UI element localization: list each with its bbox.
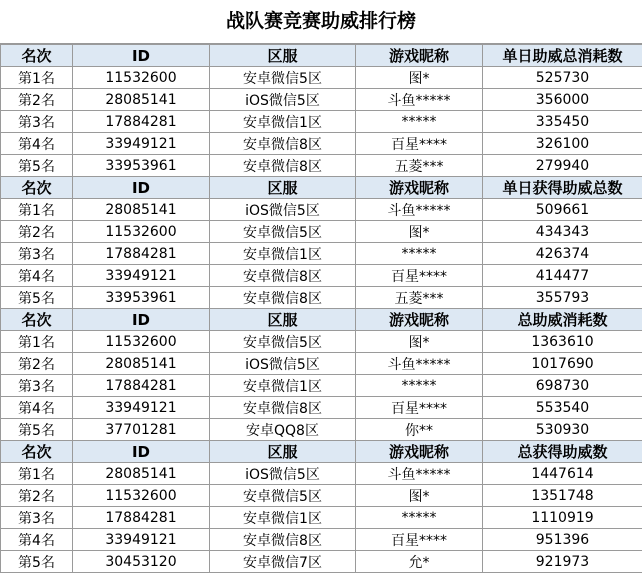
table-cell: 第4名 (1, 265, 73, 287)
table-cell: 第5名 (1, 155, 73, 177)
table-cell: 第2名 (1, 353, 73, 375)
table-cell: 五菱*** (356, 287, 483, 309)
table-cell: 33949121 (73, 133, 210, 155)
column-header: 总获得助威数 (483, 441, 642, 463)
table-cell: 28085141 (73, 463, 210, 485)
table-cell: 安卓微信8区 (210, 529, 356, 551)
table-cell: 279940 (483, 155, 642, 177)
table-row (1, 155, 642, 177)
table-cell: 37701281 (73, 419, 210, 441)
table-row (1, 353, 642, 375)
table-cell: 安卓QQ8区 (210, 419, 356, 441)
column-header: 名次 (1, 177, 73, 199)
table-cell: 33953961 (73, 155, 210, 177)
table-cell: 百星**** (356, 529, 483, 551)
column-header: 区服 (210, 441, 356, 463)
table-cell: 图* (356, 485, 483, 507)
column-header: 游戏昵称 (356, 177, 483, 199)
table-cell: 百星**** (356, 265, 483, 287)
table-cell: 698730 (483, 375, 642, 397)
table-cell: 33949121 (73, 397, 210, 419)
table-cell: 允* (356, 551, 483, 573)
column-header: 单日助威总消耗数 (483, 45, 642, 67)
table-cell: 28085141 (73, 199, 210, 221)
table-cell: 第4名 (1, 397, 73, 419)
table-row (1, 265, 642, 287)
table-cell: 安卓微信5区 (210, 331, 356, 353)
table-cell: 335450 (483, 111, 642, 133)
table-cell: 11532600 (73, 485, 210, 507)
table-cell: 30453120 (73, 551, 210, 573)
table-row (1, 133, 642, 155)
table-cell: 安卓微信5区 (210, 221, 356, 243)
table-cell: 1363610 (483, 331, 642, 353)
column-header: 名次 (1, 309, 73, 331)
table-cell: 414477 (483, 265, 642, 287)
section-header-row (1, 441, 642, 463)
table-cell: 第2名 (1, 485, 73, 507)
table-cell: 安卓微信5区 (210, 67, 356, 89)
table-cell: 安卓微信1区 (210, 507, 356, 529)
table-cell: 951396 (483, 529, 642, 551)
table-cell: 17884281 (73, 375, 210, 397)
table-cell: 921973 (483, 551, 642, 573)
table-cell: 安卓微信5区 (210, 485, 356, 507)
table-cell: 第2名 (1, 221, 73, 243)
table-cell: 第1名 (1, 199, 73, 221)
table-cell: 第4名 (1, 133, 73, 155)
table-cell: 斗鱼***** (356, 353, 483, 375)
column-header: 游戏昵称 (356, 309, 483, 331)
table-row (1, 551, 642, 573)
table-row (1, 89, 642, 111)
table-cell: 第3名 (1, 243, 73, 265)
table-row (1, 507, 642, 529)
table-row (1, 111, 642, 133)
table-cell: 图* (356, 331, 483, 353)
table-row (1, 243, 642, 265)
table-cell: 11532600 (73, 331, 210, 353)
table-cell: 28085141 (73, 89, 210, 111)
table-row (1, 485, 642, 507)
table-cell: 安卓微信8区 (210, 397, 356, 419)
table-cell: 第3名 (1, 375, 73, 397)
table-cell: 第4名 (1, 529, 73, 551)
table-cell: 426374 (483, 243, 642, 265)
table-cell: 525730 (483, 67, 642, 89)
table-cell: 安卓微信1区 (210, 111, 356, 133)
table-cell: 安卓微信1区 (210, 375, 356, 397)
column-header: 游戏昵称 (356, 441, 483, 463)
table-row (1, 463, 642, 485)
table-cell: 17884281 (73, 111, 210, 133)
table-cell: 326100 (483, 133, 642, 155)
table-cell: 33949121 (73, 265, 210, 287)
table-cell: 安卓微信8区 (210, 133, 356, 155)
table-cell: ***** (356, 375, 483, 397)
leaderboard-table (0, 44, 642, 573)
table-cell: iOS微信5区 (210, 353, 356, 375)
table-row (1, 221, 642, 243)
page-title: 战队赛竞赛助威排行榜 (0, 0, 642, 44)
table-cell: 1447614 (483, 463, 642, 485)
table-cell: 安卓微信1区 (210, 243, 356, 265)
table-cell: 五菱*** (356, 155, 483, 177)
table-cell: 图* (356, 67, 483, 89)
table-row (1, 67, 642, 89)
table-cell: ***** (356, 111, 483, 133)
table-cell: 355793 (483, 287, 642, 309)
table-cell: 第2名 (1, 89, 73, 111)
table-cell: 11532600 (73, 221, 210, 243)
column-header: 区服 (210, 177, 356, 199)
table-cell: iOS微信5区 (210, 463, 356, 485)
table-cell: 安卓微信8区 (210, 265, 356, 287)
table-cell: 斗鱼***** (356, 463, 483, 485)
column-header: ID (73, 441, 210, 463)
table-cell: 第5名 (1, 551, 73, 573)
column-header: ID (73, 177, 210, 199)
table-cell: 1017690 (483, 353, 642, 375)
column-header: ID (73, 309, 210, 331)
column-header: 名次 (1, 441, 73, 463)
table-row (1, 397, 642, 419)
column-header: 区服 (210, 45, 356, 67)
table-cell: 你** (356, 419, 483, 441)
table-cell: 安卓微信7区 (210, 551, 356, 573)
table-cell: 356000 (483, 89, 642, 111)
column-header: 总助威消耗数 (483, 309, 642, 331)
table-cell: 17884281 (73, 507, 210, 529)
table-cell: 安卓微信8区 (210, 155, 356, 177)
table-row (1, 419, 642, 441)
column-header: 区服 (210, 309, 356, 331)
table-cell: 17884281 (73, 243, 210, 265)
table-cell: 图* (356, 221, 483, 243)
table-cell: 1351748 (483, 485, 642, 507)
table-cell: ***** (356, 507, 483, 529)
table-row (1, 199, 642, 221)
table-cell: ***** (356, 243, 483, 265)
table-row (1, 287, 642, 309)
table-cell: 百星**** (356, 133, 483, 155)
table-cell: 33949121 (73, 529, 210, 551)
table-cell: 斗鱼***** (356, 199, 483, 221)
section-header-row (1, 45, 642, 67)
table-cell: 第1名 (1, 331, 73, 353)
table-row (1, 375, 642, 397)
column-header: ID (73, 45, 210, 67)
table-cell: 第5名 (1, 419, 73, 441)
table-cell: 第3名 (1, 111, 73, 133)
table-cell: 434343 (483, 221, 642, 243)
table-cell: 安卓微信8区 (210, 287, 356, 309)
table-cell: 33953961 (73, 287, 210, 309)
table-cell: 28085141 (73, 353, 210, 375)
table-cell: 第1名 (1, 67, 73, 89)
section-header-row (1, 177, 642, 199)
column-header: 单日获得助威总数 (483, 177, 642, 199)
table-cell: 第3名 (1, 507, 73, 529)
column-header: 名次 (1, 45, 73, 67)
table-cell: 553540 (483, 397, 642, 419)
table-cell: 第1名 (1, 463, 73, 485)
table-cell: iOS微信5区 (210, 89, 356, 111)
table-cell: 509661 (483, 199, 642, 221)
table-row (1, 529, 642, 551)
table-cell: 1110919 (483, 507, 642, 529)
table-cell: 530930 (483, 419, 642, 441)
table-cell: 斗鱼***** (356, 89, 483, 111)
table-cell: 11532600 (73, 67, 210, 89)
table-cell: iOS微信5区 (210, 199, 356, 221)
column-header: 游戏昵称 (356, 45, 483, 67)
table-cell: 百星**** (356, 397, 483, 419)
table-cell: 第5名 (1, 287, 73, 309)
section-header-row (1, 309, 642, 331)
table-row (1, 331, 642, 353)
